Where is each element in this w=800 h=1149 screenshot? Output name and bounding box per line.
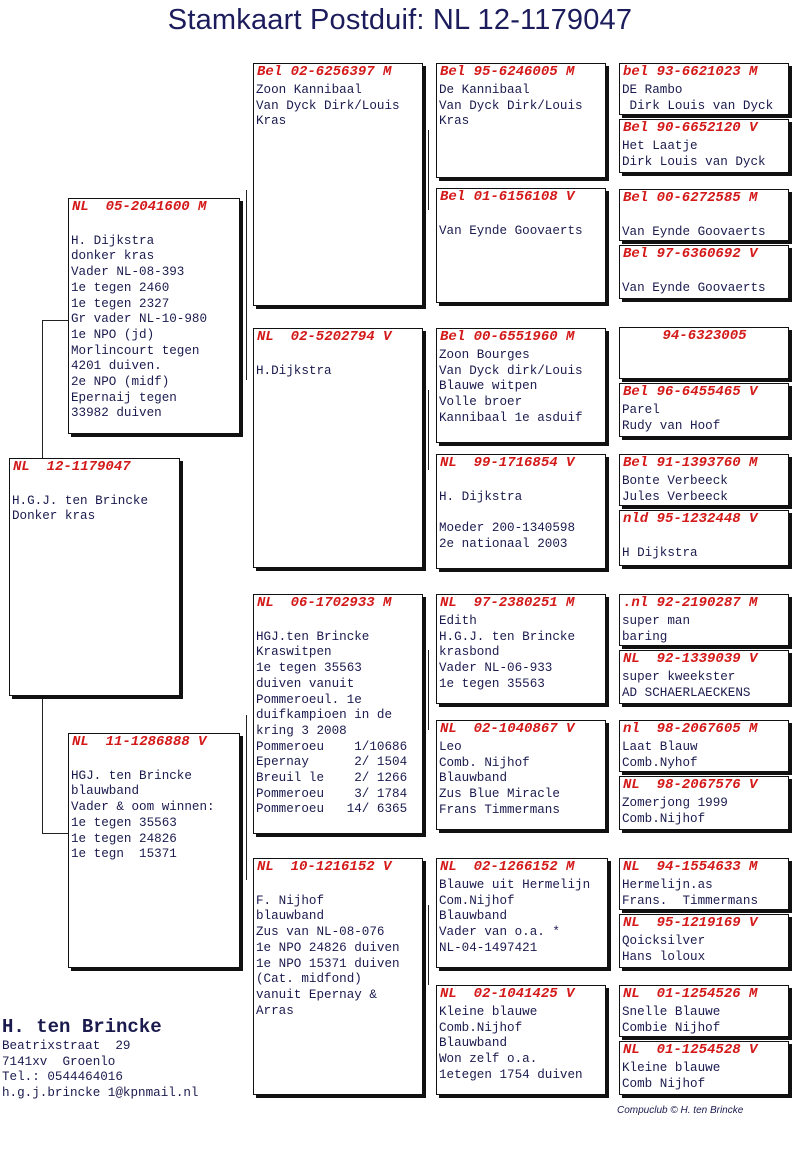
ring-number: Bel 00-6551960 M (440, 329, 575, 345)
pigeon-details: Snelle Blauwe Combie Nijhof (622, 1005, 721, 1035)
pigeon-details: Bonte Verbeeck Jules Verbeeck (622, 474, 728, 504)
pigeon-details: Zoon Kannibaal Van Dyck Dirk/Louis Kras (256, 83, 400, 129)
pigeon-details: Edith H.G.J. ten Brincke krasbond Vader NL-06-933 1e tegen 35563 (439, 614, 576, 691)
pigeon-details: H.Dijkstra (256, 363, 332, 378)
pigeon-card-g7 (619, 454, 789, 506)
pigeon-card-mff (436, 594, 606, 704)
ring-number: Bel 95-6246005 M (440, 64, 575, 80)
pigeon-details: Qoicksilver Hans loloux (622, 934, 706, 964)
ring-number: NL 11-1286888 V (72, 734, 207, 750)
ring-number: Bel 97-6360692 V (623, 246, 758, 262)
pigeon-card-g11 (619, 720, 789, 772)
ring-number: Bel 00-6272585 M (623, 190, 758, 206)
connector-line (428, 905, 429, 985)
pigeon-details: H. Dijkstra Moeder 200-1340598 2e nationaal 2003 (439, 489, 576, 551)
pigeon-card-subject (9, 458, 180, 696)
ring-number: NL 02-1040867 V (440, 721, 575, 737)
ring-number: NL 06-1702933 M (257, 595, 392, 611)
pigeon-card-fmm (436, 454, 606, 569)
ring-number: NL 02-1041425 V (440, 986, 575, 1002)
ring-number: NL 92-1339039 V (623, 651, 758, 667)
connector-line (42, 320, 69, 321)
pigeon-details: H. Dijkstra donker kras Vader NL-08-393 1e tegen 2460 1e tegen 2327 Gr vader NL-10-980 1e NPO (jd) Morlincourt tegen 4201 duiven. 2e NPO (midf) Epernaij tegen 33982 duiven (71, 233, 208, 421)
pigeon-card-fm (253, 328, 423, 568)
connector-line (428, 650, 429, 730)
ring-number: NL 12-1179047 (13, 459, 131, 475)
pigeon-details: Het Laatje Dirk Louis van Dyck (622, 139, 766, 169)
pigeon-card-g12 (619, 776, 789, 830)
pigeon-details: Zoon Bourges Van Dyck dirk/Louis Blauwe witpen Volle broer Kannibaal 1e asduif (439, 348, 583, 425)
pigeon-card-fff (436, 63, 606, 178)
ring-number: NL 94-1554633 M (623, 859, 758, 875)
connector-line (246, 715, 247, 880)
pigeon-details: super man baring (622, 614, 691, 644)
pigeon-details: Parel Rudy van Hoof (622, 403, 721, 433)
pigeon-details: Zomerjong 1999 Comb.Nijhof (622, 796, 728, 826)
pigeon-card-g9 (619, 594, 789, 646)
pigeon-details: Laat Blauw Comb.Nyhof (622, 740, 698, 770)
connector-line (428, 130, 429, 210)
pigeon-details: Blauwe uit Hermelijn Com.Nijhof Blauwband Vader van o.a. * NL-04-1497421 (439, 878, 591, 955)
ring-number: Bel 90-6652120 V (623, 120, 758, 136)
ring-number: NL 10-1216152 V (257, 859, 392, 875)
ring-number: NL 02-1266152 M (440, 859, 575, 875)
owner-address: Beatrixstraat 29 7141xv Groenlo Tel.: 0544464016 h.g.j.brincke 1@kpnmail.nl (2, 1039, 199, 1100)
pigeon-details: H.G.J. ten Brincke Donker kras (12, 493, 149, 524)
pigeon-card-g3 (619, 189, 789, 241)
ring-number: NL 01-1254526 M (623, 986, 758, 1002)
owner-name: H. ten Brincke (2, 1016, 162, 1038)
pigeon-details: De Kannibaal Van Dyck Dirk/Louis Kras (439, 83, 583, 129)
pigeon-card-fmf (436, 328, 606, 443)
pigeon-details: Van Eynde Goovaerts (622, 224, 766, 239)
pigeon-card-ff (253, 63, 423, 306)
ring-number: Bel 02-6256397 M (257, 64, 392, 80)
ring-number: NL 95-1219169 V (623, 915, 758, 931)
connector-line (42, 320, 43, 460)
pigeon-details (620, 345, 788, 347)
pigeon-card-g2 (619, 119, 789, 173)
pigeon-card-mm (253, 858, 423, 1095)
pigeon-card-father (68, 198, 240, 434)
ring-number: nl 98-2067605 M (623, 721, 758, 737)
ring-number: NL 99-1716854 V (440, 455, 575, 471)
ring-number: NL 05-2041600 M (72, 199, 207, 215)
ring-number: Bel 91-1393760 M (623, 455, 758, 471)
pigeon-details: F. Nijhof blauwband Zus van NL-08-076 1e NPO 24826 duiven 1e NPO 15371 duiven (Cat. midfond) vanuit Epernay & Arras (256, 893, 400, 1018)
ring-number: bel 93-6621023 M (623, 64, 758, 80)
page-title: Stamkaart Postduif: NL 12-1179047 (167, 4, 633, 36)
pigeon-card-ffm (436, 188, 606, 303)
pigeon-details: Hermelijn.as Frans. Timmermans (622, 878, 759, 908)
pigeon-card-mmm (436, 985, 606, 1095)
pigeon-card-g8 (619, 510, 789, 566)
credit-line: Compuclub © H. ten Brincke (617, 1105, 744, 1116)
pigeon-card-g16 (619, 1041, 789, 1095)
pigeon-card-mfm (436, 720, 606, 830)
pigeon-card-g6 (619, 383, 789, 437)
connector-line (42, 833, 69, 834)
pigeon-details: HGJ. ten Brincke blauwband Vader & oom winnen: 1e tegen 35563 1e tegen 24826 1e tegn 15371 (71, 768, 215, 862)
pigeon-card-mother (68, 733, 240, 968)
ring-number: NL 97-2380251 M (440, 595, 575, 611)
pigeon-card-g1 (619, 63, 789, 115)
ring-number: NL 01-1254528 V (623, 1042, 758, 1058)
pigeon-details: Van Eynde Goovaerts (439, 223, 583, 238)
pigeon-details: H Dijkstra (622, 545, 698, 560)
pigeon-details: HGJ.ten Brincke Kraswitpen 1e tegen 35563 duiven vanuit Pommeroeul. 1e duifkampioen in de kring 3 2008 Pommeroeu 1/10686 Epernay 2/ 1504 Breuil le 2/ 1266 Pommeroeu 3/ 1784 Pommeroeu 14/ 6365 (256, 629, 408, 817)
connector-line (246, 190, 247, 380)
pigeon-card-g4 (619, 245, 789, 299)
pigeon-details: super kweekster AD SCHAERLAECKENS (622, 670, 751, 700)
connector-line (42, 698, 43, 833)
ring-number: 94-6323005 (662, 328, 747, 344)
pigeon-details: Kleine blauwe Comb Nijhof (622, 1061, 721, 1091)
pigeon-card-g13 (619, 858, 789, 910)
pigeon-details: DE Rambo Dirk Louis van Dyck (622, 83, 774, 113)
ring-number: NL 98-2067576 V (623, 777, 758, 793)
connector-line (428, 390, 429, 470)
ring-number: nld 95-1232448 V (623, 511, 758, 527)
pigeon-card-mmf (436, 858, 608, 968)
pigeon-details: Leo Comb. Nijhof Blauwband Zus Blue Miracle Frans Timmermans (439, 740, 560, 817)
ring-number: .nl 92-2190287 M (623, 595, 758, 611)
ring-number: Bel 96-6455465 V (623, 384, 758, 400)
pigeon-card-mf (253, 594, 423, 834)
pigeon-card-g5 (619, 327, 789, 379)
pigeon-card-g10 (619, 650, 789, 704)
pigeon-card-g14 (619, 914, 789, 968)
ring-number: NL 02-5202794 V (257, 329, 392, 345)
pigeon-details: Kleine blauwe Comb.Nijhof Blauwband Won zelf o.a. 1etegen 1754 duiven (439, 1005, 583, 1082)
pigeon-details: Van Eynde Goovaerts (622, 280, 766, 295)
ring-number: Bel 01-6156108 V (440, 189, 575, 205)
pigeon-card-g15 (619, 985, 789, 1037)
